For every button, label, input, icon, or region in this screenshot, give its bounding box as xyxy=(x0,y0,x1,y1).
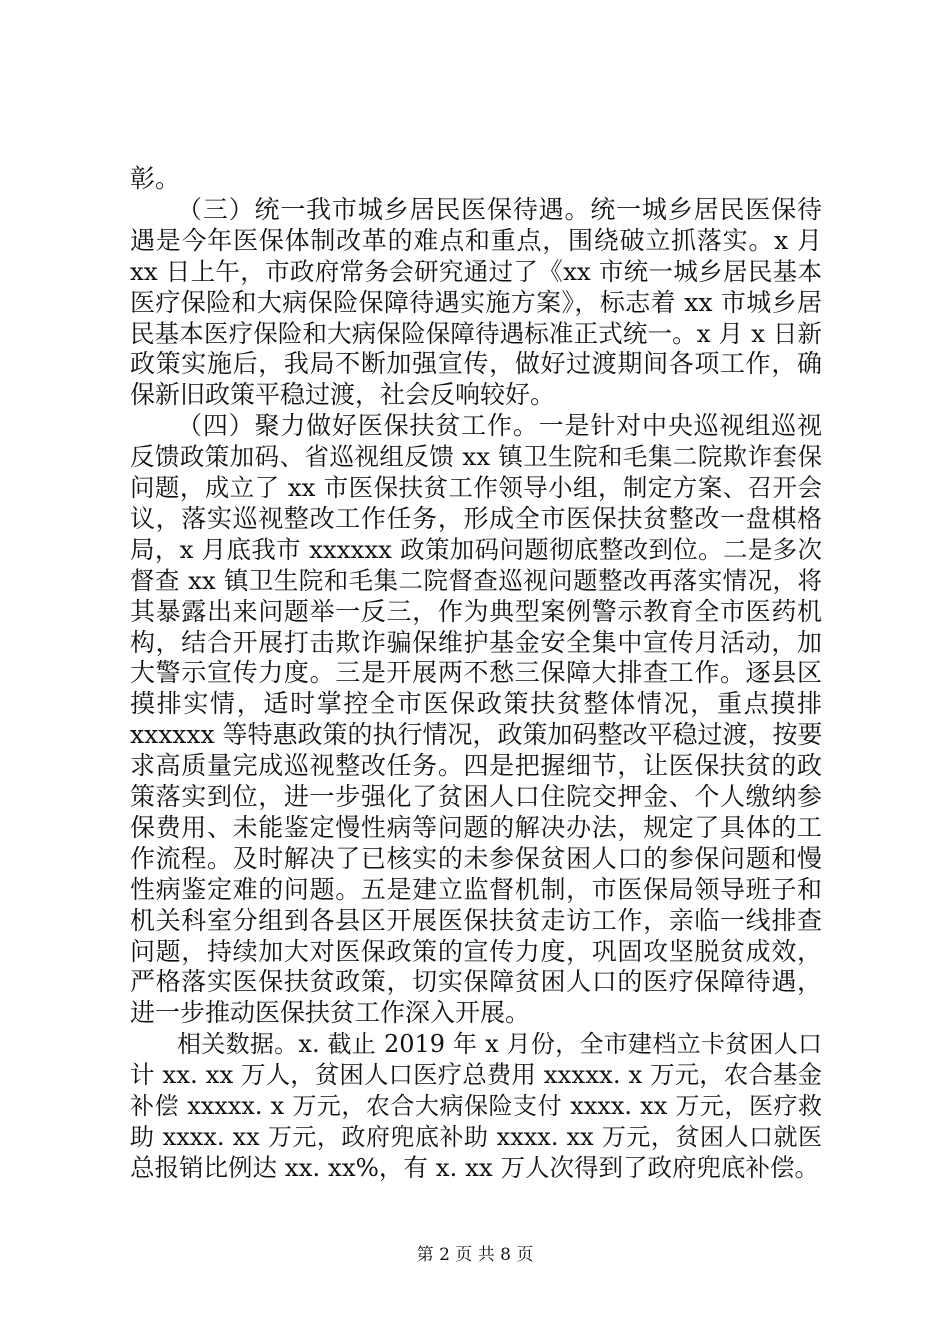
text-line: 医疗保险和大病保险保障待遇实施方案》，标志着 xx 市城乡居 xyxy=(130,287,822,317)
text-line: xx 日上午，市政府常务会研究通过了《xx 市统一城乡居民基本 xyxy=(130,256,822,286)
text-line: 摸排实情，适时掌控全市医保政策扶贫整体情况，重点摸排 xyxy=(130,689,822,719)
text-line: 保新旧政策平稳过渡，社会反响较好。 xyxy=(130,380,556,410)
text-line: 助 xxxx. xx 万元，政府兜底补助 xxxx. xx 万元，贫困人口就医 xyxy=(130,1122,822,1151)
text-line: 政策实施后，我局不断加强宣传，做好过渡期间各项工作，确 xyxy=(130,349,822,379)
text-line: 彰。 xyxy=(130,164,181,193)
text-line: 构，结合开展打击欺诈骗保维护基金安全集中宣传月活动，加 xyxy=(130,627,822,657)
text-line: 性病鉴定难的问题。五是建立监督机制，市医保局领导班子和 xyxy=(130,874,822,904)
text-line: 作流程。及时解决了已核实的未参保贫困人口的参保问题和慢 xyxy=(130,843,822,873)
text-line: 求高质量完成巡视整改任务。四是把握细节，让医保扶贫的政 xyxy=(130,751,822,781)
text-line: 民基本医疗保险和大病保险保障待遇标准正式统一。x 月 x 日新 xyxy=(130,318,822,348)
page-number-footer: 第 2 页 共 8 页 xyxy=(416,1245,534,1265)
text-line: 局，x 月底我市 xxxxxx 政策加码问题彻底整改到位。二是多次 xyxy=(130,534,822,564)
text-line: 相关数据。x. 截止 2019 年 x 月份，全市建档立卡贫困人口 xyxy=(177,1030,822,1059)
text-line: （四）聚力做好医保扶贫工作。一是针对中央巡视组巡视 xyxy=(177,411,822,441)
text-line: （三）统一我市城乡居民医保待遇。统一城乡居民医保待 xyxy=(177,194,822,224)
text-line: 反馈政策加码、省巡视组反馈 xx 镇卫生院和毛集二院欺诈套保 xyxy=(130,442,822,472)
text-line: 遇是今年医保体制改革的难点和重点，围绕破立抓落实。x 月 xyxy=(130,225,822,255)
text-line: 保费用、未能鉴定慢性病等问题的解决办法，规定了具体的工 xyxy=(130,812,822,842)
text-line: 严格落实医保扶贫政策，切实保障贫困人口的医疗保障待遇， xyxy=(130,967,822,997)
text-line: 问题，持续加大对医保政策的宣传力度，巩固攻坚脱贫成效， xyxy=(130,936,822,966)
text-line: 大警示宣传力度。三是开展两不愁三保障大排查工作。逐县区 xyxy=(130,658,822,688)
text-line: 其暴露出来问题举一反三，作为典型案例警示教育全市医药机 xyxy=(130,596,822,626)
text-line: 问题，成立了 xx 市医保扶贫工作领导小组，制定方案、召开会 xyxy=(130,473,822,502)
text-line: 计 xx. xx 万人，贫困人口医疗总费用 xxxxx. x 万元，农合基金 xyxy=(130,1060,822,1090)
text-line: 机关科室分组到各县区开展医保扶贫走访工作，亲临一线排查 xyxy=(130,905,822,935)
text-line: 策落实到位，进一步强化了贫困人口住院交押金、个人缴纳参 xyxy=(130,782,822,811)
text-line: 督查 xx 镇卫生院和毛集二院督查巡视问题整改再落实情况，将 xyxy=(130,565,822,595)
text-line: 议，落实巡视整改工作任务，形成全市医保扶贫整改一盘棋格 xyxy=(130,503,822,533)
text-line: xxxxxx 等特惠政策的执行情况，政策加码整改平稳过渡，按要 xyxy=(130,720,823,750)
text-line: 补偿 xxxxx. x 万元，农合大病保险支付 xxxx. xx 万元，医疗救 xyxy=(130,1092,822,1120)
text-line: 总报销比例达 xx. xx%，有 x. xx 万人次得到了政府兜底补偿。 xyxy=(130,1152,820,1182)
text-line: 进一步推动医保扶贫工作深入开展。 xyxy=(130,998,531,1028)
